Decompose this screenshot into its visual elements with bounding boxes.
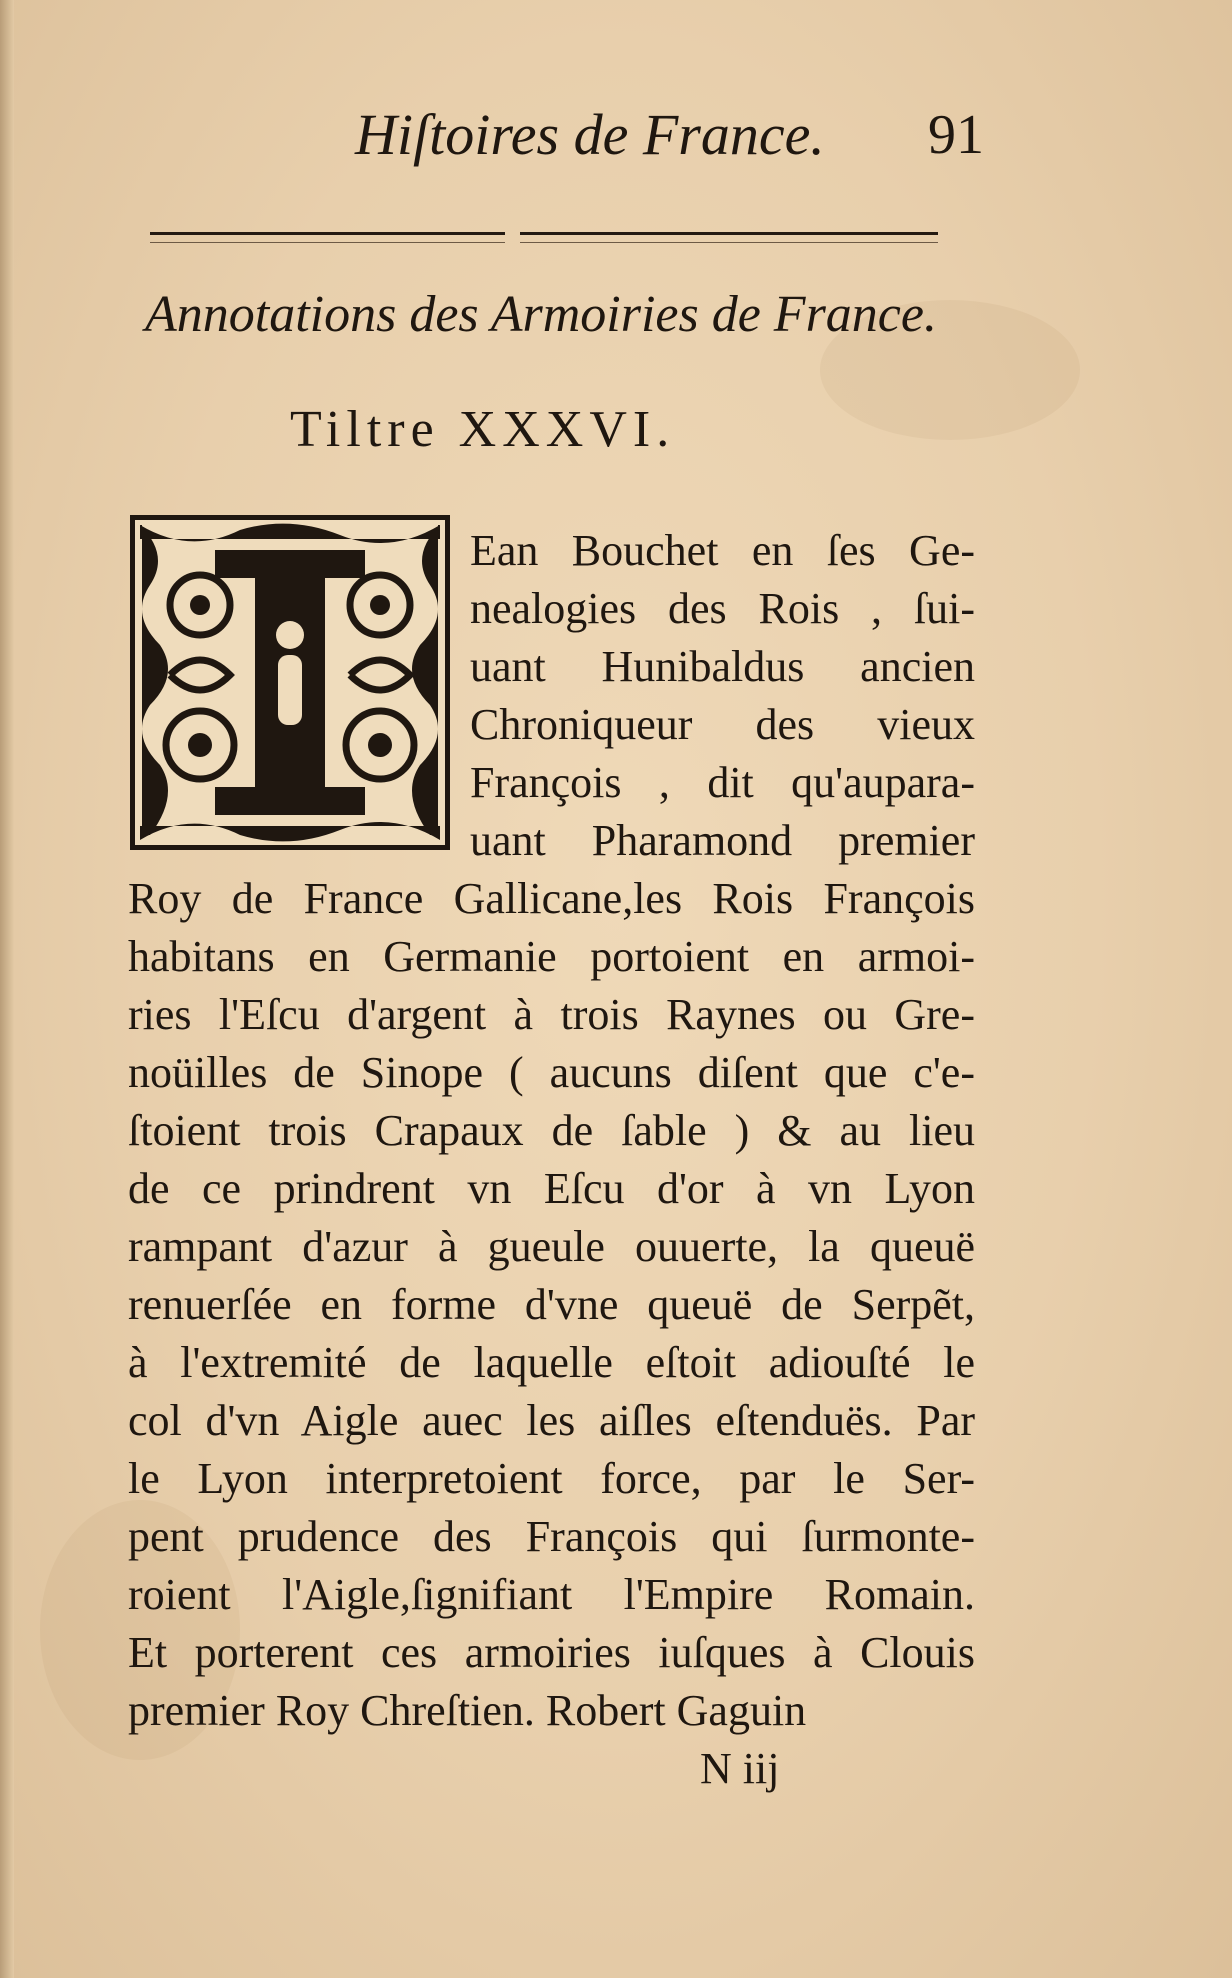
body-text-line: Chroniqueur des vieux — [470, 700, 975, 749]
header-rule-right — [520, 232, 938, 235]
body-text-line: uant Hunibaldus ancien — [470, 642, 975, 691]
body-text-line: habitans en Germanie portoient en armoi- — [128, 932, 975, 981]
body-text-line: renuerſée en forme d'vne queuë de Serpẽt, — [128, 1280, 975, 1329]
section-title: Annotations des Armoiries de France. — [145, 286, 937, 343]
header-rule-thin-left — [150, 242, 505, 243]
decorated-initial-letter — [130, 515, 450, 850]
body-text-line: le Lyon interpretoient force, par le Ser- — [128, 1454, 975, 1503]
body-text-line: roient l'Aigle,ſignifiant l'Empire Romain. — [128, 1570, 975, 1619]
page-number: 91 — [928, 104, 984, 166]
body-text-line: noüilles de Sinope ( aucuns diſent que c'e- — [128, 1048, 975, 1097]
signature-mark: N iij — [700, 1744, 780, 1793]
body-text-line: Et porterent ces armoiries iuſques à Clouis — [128, 1628, 975, 1677]
body-text-line: premier Roy Chreſtien. Robert Gaguin — [128, 1686, 807, 1735]
body-text-line: ries l'Eſcu d'argent à trois Raynes ou Gre- — [128, 990, 975, 1039]
running-head-title: Hiſtoires de France. — [355, 102, 825, 167]
body-text-line: pent prudence des François qui ſurmonte- — [128, 1512, 975, 1561]
body-text-line: rampant d'azur à gueule ouuerte, la queuë — [128, 1222, 975, 1271]
body-text-line: nealogies des Rois , ſui- — [470, 584, 975, 633]
woodcut-initial-icon — [130, 515, 450, 850]
page-gutter-edge — [0, 0, 14, 1978]
body-text-line: Roy de France Gallicane,les Rois François — [128, 874, 975, 923]
body-text-line: François , dit qu'aupara- — [470, 758, 975, 807]
body-text-line: de ce prindrent vn Eſcu d'or à vn Lyon — [128, 1164, 975, 1213]
header-rule-thin-right — [520, 242, 938, 243]
body-text-line: Ean Bouchet en ſes Ge- — [470, 526, 975, 575]
body-text-line: ſtoient trois Crapaux de ſable ) & au lieu — [128, 1106, 975, 1155]
body-text-line: uant Pharamond premier — [470, 816, 975, 865]
chapter-title: Tiltre XXXVI. — [290, 401, 676, 458]
header-rule-left — [150, 232, 505, 235]
body-text-line: col d'vn Aigle auec les aiſles eſtenduës. Par — [128, 1396, 975, 1445]
body-text-line: à l'extremité de laquelle eſtoit adiouſté le — [128, 1338, 975, 1387]
